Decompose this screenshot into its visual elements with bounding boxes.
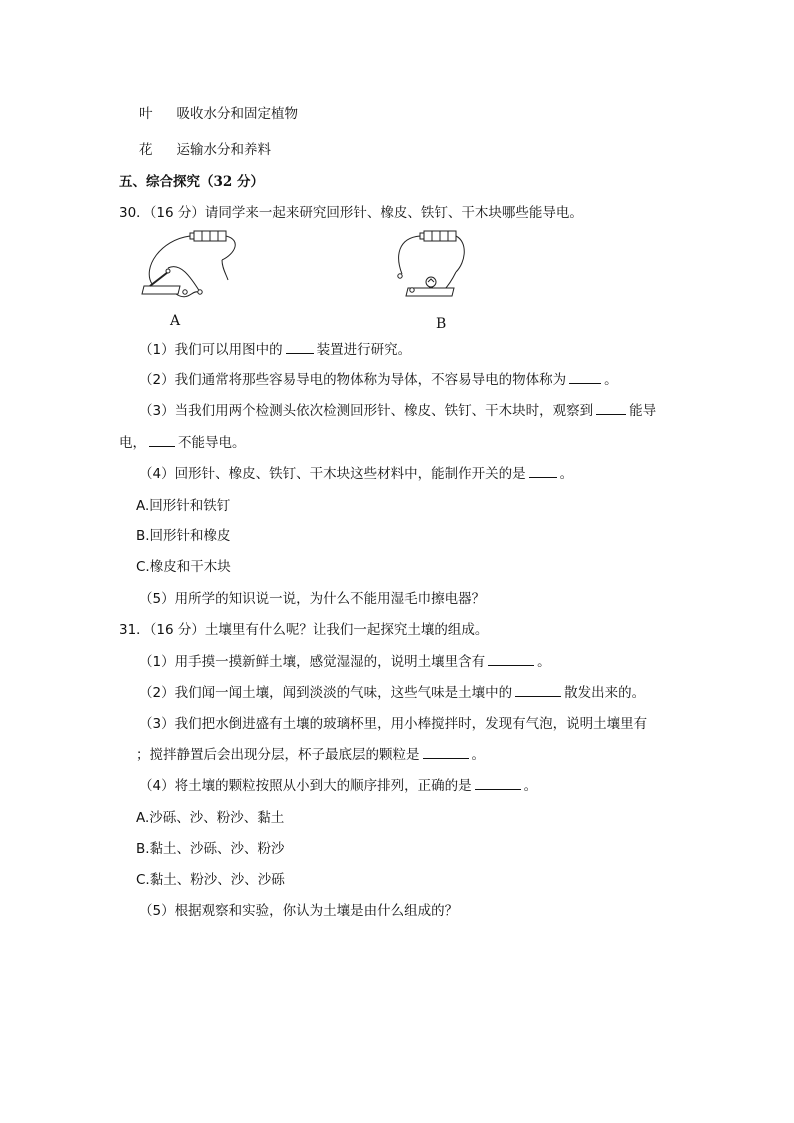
q31-part-5: （5）根据观察和实验，你认为土壤是由什么组成的？ <box>139 903 459 919</box>
q30-part-4: （4）回形针、橡皮、铁钉、干木块这些材料中，能制作开关的是 。 <box>139 466 574 482</box>
q30-stem: 30．（16 分）请同学来一起来研究回形针、橡皮、铁钉、干木块哪些能导电。 <box>119 205 583 221</box>
answer-blank[interactable] <box>529 465 557 478</box>
circuit-figure <box>130 228 470 334</box>
q31-part-1: （1）用手摸一摸新鲜土壤，感觉湿湿的，说明土壤里含有 。 <box>139 654 551 670</box>
answer-blank[interactable] <box>569 371 601 384</box>
q30-part-3-line2: 电， 不能导电。 <box>119 435 246 451</box>
answer-blank[interactable] <box>488 653 534 666</box>
match-left-1: 叶 <box>139 106 153 122</box>
match-row-1 <box>139 105 298 123</box>
answer-blank[interactable] <box>423 746 469 759</box>
q30-part-3-line1: （3）当我们用两个检测头依次检测回形针、橡皮、铁钉、干木块时，观察到 能导 <box>139 403 657 419</box>
q31-option-a[interactable]: A.沙砾、沙、粉沙、黏土 <box>136 810 285 826</box>
circuit-b-diagram <box>398 231 464 296</box>
q30-part-1: （1）我们可以用图中的 装置进行研究。 <box>139 342 412 358</box>
q31-stem: 31．（16 分）土壤里有什么呢？让我们一起探究土壤的组成。 <box>119 622 489 638</box>
answer-blank[interactable] <box>596 402 626 415</box>
q30-part-5: （5）用所学的知识说一说，为什么不能用湿毛巾擦电器？ <box>139 591 486 607</box>
q30-option-b[interactable]: B.回形针和橡皮 <box>136 528 231 544</box>
q31-option-c[interactable]: C.黏土、粉沙、沙、沙砾 <box>136 872 285 888</box>
q31-part-3-line2: ；搅拌静置后会出现分层，杯子最底层的颗粒是 。 <box>136 747 485 763</box>
match-row-2 <box>139 141 271 159</box>
figure-label-b: B <box>436 316 447 332</box>
circuit-a-diagram <box>142 231 235 297</box>
match-left-2: 花 <box>139 142 153 158</box>
figure-label-a: A <box>170 313 181 329</box>
match-right-1: 吸收水分和固定植物 <box>176 106 298 122</box>
answer-blank[interactable] <box>149 434 175 447</box>
q30-option-c[interactable]: C.橡皮和干木块 <box>136 559 231 575</box>
answer-blank[interactable] <box>286 341 314 354</box>
answer-blank[interactable] <box>515 684 561 697</box>
q31-part-4: （4）将土壤的颗粒按照从小到大的顺序排列，正确的是 。 <box>139 778 538 794</box>
q31-option-b[interactable]: B.黏土、沙砾、沙、粉沙 <box>136 841 285 857</box>
match-right-2: 运输水分和养料 <box>176 142 271 158</box>
q30-part-2: （2）我们通常将那些容易导电的物体称为导体，不容易导电的物体称为 。 <box>139 372 618 388</box>
answer-blank[interactable] <box>475 777 521 790</box>
section-title: 五、综合探究（32 分） <box>119 174 264 190</box>
q31-part-2: （2）我们闻一闻土壤，闻到淡淡的气味，这些气味是土壤中的 散发出来的。 <box>139 685 646 701</box>
q31-part-3-line1: （3）我们把水倒进盛有土壤的玻璃杯里，用小棒搅拌时，发现有气泡，说明土壤里有 <box>139 716 648 732</box>
q30-option-a[interactable]: A.回形针和铁钉 <box>136 498 231 514</box>
